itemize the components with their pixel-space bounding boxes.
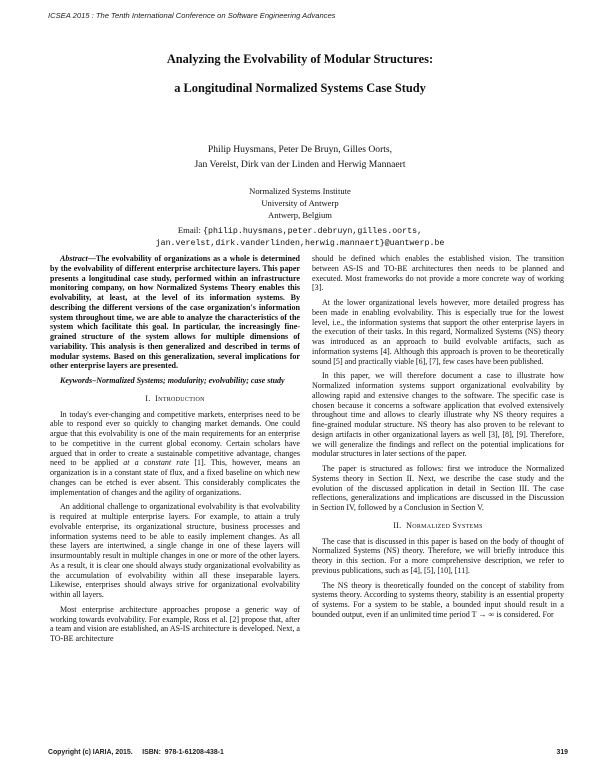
section-heading-normalized-systems bbox=[312, 521, 564, 531]
section-1-number: I. bbox=[145, 393, 151, 403]
author-list bbox=[0, 142, 600, 172]
abstract-label: Abstract bbox=[60, 254, 88, 263]
email-line-1 bbox=[0, 224, 600, 238]
intro-p1-emphasis: at a constant rate bbox=[123, 458, 190, 468]
author-emails bbox=[0, 224, 600, 250]
affiliation bbox=[0, 185, 600, 222]
affiliation-line-2: University of Antwerp bbox=[261, 198, 339, 209]
email-label: Email: bbox=[177, 225, 201, 235]
intro-paragraph-3-continued: should be defined which enables the established vision. The transition between AS-IS and TO-BE architectures then needs to be planned and executed. Most frameworks do not provide a more concrete way of working [3]. bbox=[312, 254, 564, 293]
section-heading-introduction bbox=[50, 394, 300, 404]
intro-paragraph-4: At the lower organizational levels however, more detailed progress has been made in enabling evolvability. This is especially true for the lowest level, i.e., the information systems that support the other enterprise layers in the execution of their tasks. In this regard, Normalized Systems (NS) theory was introduced as an approach to build evolvable artifacts, such as information systems [4]. Although this approach is proven to be theoretically sound [5] and practically viable [6], [7], few cases have been published. bbox=[312, 298, 564, 366]
section-2-number: II. bbox=[393, 520, 402, 530]
intro-p1-start: In today's ever-changing and competitive markets, enterprises need to be able to respond ever so quickly to changing market demands. One could argue that this evolvability is one of the main requirements for an enterprise to be competitive in the current global economy. Certain scholars have argued that in order to create a sustainable competitive advantage, changes need to be applied bbox=[50, 409, 300, 468]
authors-line-1: Philip Huysmans, Peter De Bruyn, Gilles Oorts, bbox=[207, 144, 393, 155]
intro-paragraph-5: In this paper, we will therefore document a case to illustrate how Normalized information systems support organizational evolvability by allowing rapid and extensive changes to the software. The specific case is chosen because it concerns a software application that evolved extensively throughout time and allows to clearly illustrate why NS theory requires a fine-grained modular structure. NS theory has also proven to be relevant to design artifacts in other organizational layers as well [3], [8], [9]. Therefore, we will generalize the findings and reflect on the potential implications for modular structures in later sections of the paper. bbox=[312, 371, 564, 459]
paper-title-line-1: Analyzing the Evolvability of Modular Structures: bbox=[166, 52, 434, 66]
affiliation-line-3: Antwerp, Belgium bbox=[268, 210, 332, 221]
intro-paragraph-3: Most enterprise architecture approaches propose a generic way of working towards evolvability. For example, Ross et al. [2] propose that, after a team and vision are established, an AS-IS architecture is developed. Next, a TO-BE architecture bbox=[50, 604, 300, 643]
conference-header: ICSEA 2015 : The Tenth International Conference on Software Engineering Advances bbox=[48, 11, 336, 20]
abstract bbox=[50, 254, 300, 371]
email-addresses-2: jan.verelst,dirk.vanderlinden,herwig.mannaert}@uantwerp.be bbox=[155, 239, 445, 249]
copyright-isbn: Copyright (c) IARIA, 2015. ISBN: 978-1-61208-438-1 bbox=[48, 749, 224, 756]
keywords-text: –Normalized Systems; modularity; evolvability; case study bbox=[92, 376, 285, 385]
email-addresses-1: {philip.huysmans,peter.debruyn,gilles.oorts, bbox=[203, 227, 423, 236]
intro-paragraph-1 bbox=[50, 410, 300, 498]
intro-p1-end: [1]. This, however, means an organization is in a constant state of flux, and a fixed baseline on which new changes can be etched is ever absent. This considerably complicates the implementation of changes and the agility of organizations. bbox=[50, 458, 300, 497]
ns-paragraph-2: The NS theory is theoretically founded on the concept of stability from systems theory. According to systems theory, stability is an essential property of systems. For a system to be stable, a bounded input should result in a bounded output, even if an unlimited time period T → ∞ is considered. For bbox=[312, 580, 564, 619]
authors-line-2: Jan Verelst, Dirk van der Linden and Herwig Mannaert bbox=[194, 159, 406, 170]
page-number: 319 bbox=[556, 749, 568, 756]
paper-title-line-2: a Longitudinal Normalized Systems Case Study bbox=[174, 81, 426, 95]
section-1-title: Introduction bbox=[155, 393, 205, 403]
keywords-label: Keywords bbox=[60, 376, 93, 385]
section-2-title: Normalized Systems bbox=[406, 520, 483, 530]
right-column bbox=[312, 254, 564, 625]
intro-paragraph-2: An additional challenge to organizational evolvability is that evolvability is required at multiple enterprise layers. For example, to attain a truly evolvable enterprise, its organizational structure, business processes and information systems need to be able to easily implement changes. As all these layers are intertwined, a single change in one of these layers will insurmountably result in multiple changes in one or more of the other layers. As a result, it is clear one should always study organizational evolvability as the accumulation of evolvability within all these inseparable layers. Likewise, enterprises should always strive for organizational evolvability within all layers. bbox=[50, 502, 300, 599]
intro-paragraph-6: The paper is structured as follows: first we introduce the Normalized Systems theory in Section II. Next, we describe the case study and the evolution of the discussed application in detail in Section III. The case reflections, generalizations and implications are discussed in the Discussion in Section IV, followed by a Conclusion in Section V. bbox=[312, 464, 564, 512]
abstract-text: —The evolvability of organizations as a whole is determined by the evolvability of different enterprise architecture layers. This paper presents a longitudinal case study, performed within an infrastructure monitoring company, on how Normalized Systems Theory enables this evolvability, at least, at the level of its information systems. By describing the different versions of the case organization's information system throughout time, we are able to analyze the characteristics of the system which facilitate this goal. In particular, the increasingly fine-grained structure of the system allows for multiple dimensions of variability. This analysis is then generalized and described in terms of modular systems. Based on this generalization, several implications for other enterprise layers are presented. bbox=[50, 254, 300, 371]
ns-paragraph-1: The case that is discussed in this paper is based on the body of thought of Normalized Systems (NS) theory. Therefore, we will briefly introduce this theory in this section. For a more comprehensive description, we refer to previous publications, such as [4], [5], [10], [11]. bbox=[312, 536, 564, 575]
keywords bbox=[50, 376, 300, 386]
left-column bbox=[50, 254, 300, 649]
affiliation-line-1: Normalized Systems Institute bbox=[249, 186, 351, 196]
